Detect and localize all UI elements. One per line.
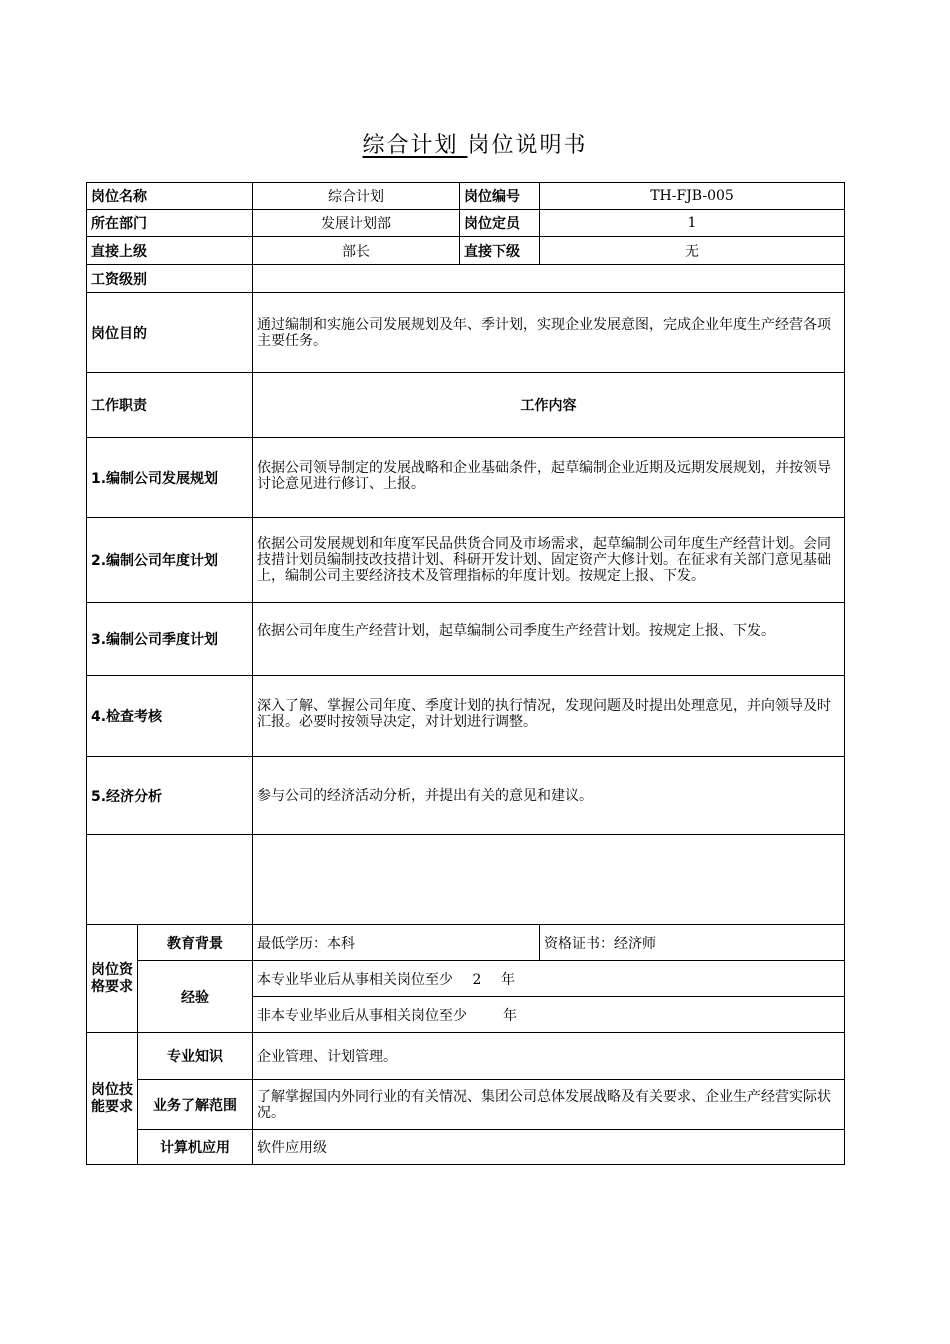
duty-label-empty: [87, 835, 253, 925]
value-salary: [253, 265, 845, 293]
duty-row: [87, 438, 845, 518]
label-quota: 岗位定员: [460, 210, 540, 237]
duty-text: 依据公司领导制定的发展战略和企业基础条件，起草编制企业近期及远期发展规划，并按领导讨论意见进行修订、上报。: [253, 438, 845, 518]
duty-text: 深入了解、掌握公司年度、季度计划的执行情况，发现问题及时提出处理意见，并向领导及时汇报。必要时按领导决定，对计划进行调整。: [253, 676, 845, 757]
duty-row-empty: [87, 835, 845, 925]
value-superior: 部长: [253, 237, 460, 265]
label-experience: 经验: [138, 961, 253, 1033]
label-position-code: 岗位编号: [460, 183, 540, 210]
duty-row: [87, 757, 845, 835]
label-position-name: 岗位名称: [87, 183, 253, 210]
value-education: 最低学历：本科: [253, 925, 540, 961]
row-knowledge: [87, 1033, 845, 1080]
row-purpose: [87, 293, 845, 373]
row-computer: [87, 1130, 845, 1165]
value-purpose: 通过编制和实施公司发展规划及年、季计划，实现企业发展意图，完成企业年度生产经营各项主要任务。: [253, 293, 845, 373]
row-name: [87, 183, 845, 210]
duty-label: 2.编制公司年度计划: [87, 518, 253, 603]
duty-label: 3.编制公司季度计划: [87, 603, 253, 676]
duty-label: 1.编制公司发展规划: [87, 438, 253, 518]
duty-text: 依据公司年度生产经营计划，起草编制公司季度生产经营计划。按规定上报、下发。: [253, 603, 845, 676]
duty-label: 4.检查考核: [87, 676, 253, 757]
exp-same-unit: 年: [501, 971, 515, 988]
value-position-name: 综合计划: [253, 183, 460, 210]
job-description-table: [86, 182, 845, 1165]
value-certificate: 资格证书：经济师: [540, 925, 845, 961]
title-sub: 岗位说明书: [467, 133, 588, 158]
label-knowledge: 专业知识: [138, 1033, 253, 1080]
row-education: [87, 925, 845, 961]
value-scope: 了解掌握国内外同行业的有关情况、集团公司总体发展战略及有关要求、企业生产经营实际状况。: [253, 1080, 845, 1130]
duty-row: [87, 518, 845, 603]
row-salary: [87, 265, 845, 293]
exp-other-prefix: 非本专业毕业后从事相关岗位至少: [257, 1007, 467, 1024]
value-department: 发展计划部: [253, 210, 460, 237]
title-main: 综合计划: [362, 133, 459, 158]
row-scope: [87, 1080, 845, 1130]
duty-label: 5.经济分析: [87, 757, 253, 835]
duty-row: [87, 603, 845, 676]
exp-other-unit: 年: [503, 1007, 517, 1024]
duty-row: [87, 676, 845, 757]
row-superior: [87, 237, 845, 265]
value-experience-other: [253, 997, 845, 1033]
label-scope: 业务了解范围: [138, 1080, 253, 1130]
value-computer: 软件应用级: [253, 1130, 845, 1165]
label-salary: 工资级别: [87, 265, 253, 293]
duty-text: 依据公司发展规划和年度军民品供货合同及市场需求，起草编制公司年度生产经营计划。会同技措计划员编制技改技措计划、科研开发计划、固定资产大修计划。在征求有关部门意见基础上，编制公司主要经济技术及管理指标的年度计划。按规定上报、下发。: [253, 518, 845, 603]
label-purpose: 岗位目的: [87, 293, 253, 373]
value-position-code: TH-FJB-005: [540, 183, 845, 210]
value-experience-same: [253, 961, 845, 997]
label-work-content: 工作内容: [253, 373, 845, 438]
value-quota: 1: [540, 210, 845, 237]
label-education: 教育背景: [138, 925, 253, 961]
label-superior: 直接上级: [87, 237, 253, 265]
label-computer: 计算机应用: [138, 1130, 253, 1165]
label-duties: 工作职责: [87, 373, 253, 438]
label-skills: 岗位技能要求: [87, 1033, 138, 1165]
exp-same-years: 2: [472, 971, 482, 988]
value-subordinate: 无: [540, 237, 845, 265]
value-knowledge: 企业管理、计划管理。: [253, 1033, 845, 1080]
label-subordinate: 直接下级: [460, 237, 540, 265]
row-dept: [87, 210, 845, 237]
label-qualification: 岗位资格要求: [87, 925, 138, 1033]
label-department: 所在部门: [87, 210, 253, 237]
page-title: [0, 128, 950, 159]
exp-same-prefix: 本专业毕业后从事相关岗位至少: [257, 971, 453, 988]
row-experience-same: [87, 961, 845, 997]
duty-text-empty: [253, 835, 845, 925]
row-duties-header: [87, 373, 845, 438]
duty-text: 参与公司的经济活动分析，并提出有关的意见和建议。: [253, 757, 845, 835]
